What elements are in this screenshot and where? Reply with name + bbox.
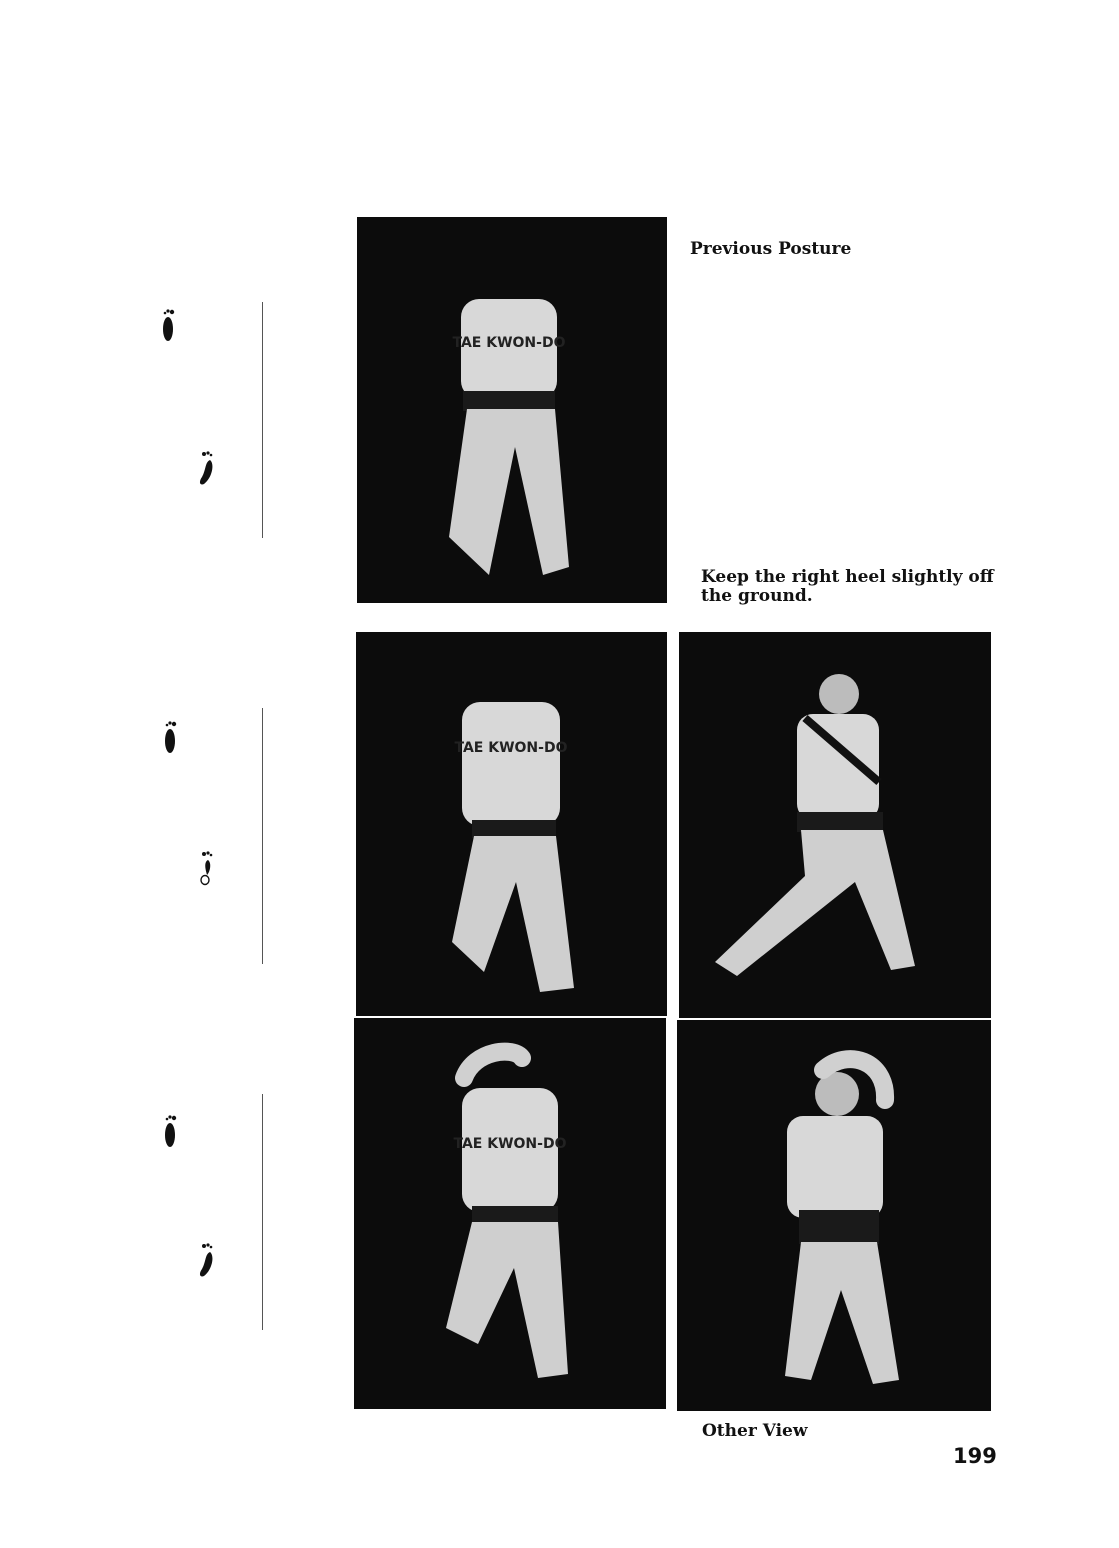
diagram-divider-line xyxy=(262,708,263,964)
jacket-lettering: TAE KWON-DO xyxy=(454,740,568,756)
photo-step-back-view xyxy=(356,632,667,1016)
caption-other-view: Other View xyxy=(702,1421,808,1441)
footprint-icon xyxy=(196,1240,218,1280)
footprint-icon xyxy=(160,1112,182,1152)
jacket-lettering: TAE KWON-DO xyxy=(453,1136,567,1152)
diagram-divider-line xyxy=(262,302,263,538)
page-number: 199 xyxy=(953,1444,997,1468)
footprint-icon xyxy=(158,306,180,346)
footprint-icon xyxy=(160,718,182,758)
caption-heel-note: Keep the right heel slightly off the ground. xyxy=(701,567,994,606)
photo-previous-back-view xyxy=(357,217,667,603)
footprint-outline-icon xyxy=(196,848,218,888)
caption-previous-posture: Previous Posture xyxy=(690,239,852,259)
photo-block-front-view xyxy=(677,1020,991,1411)
photo-block-back-view xyxy=(354,1018,666,1409)
jacket-lettering: TAE KWON-DO xyxy=(452,335,566,351)
diagram-divider-line xyxy=(262,1094,263,1330)
footprint-icon xyxy=(196,448,218,488)
photo-step-side-view xyxy=(679,632,991,1018)
